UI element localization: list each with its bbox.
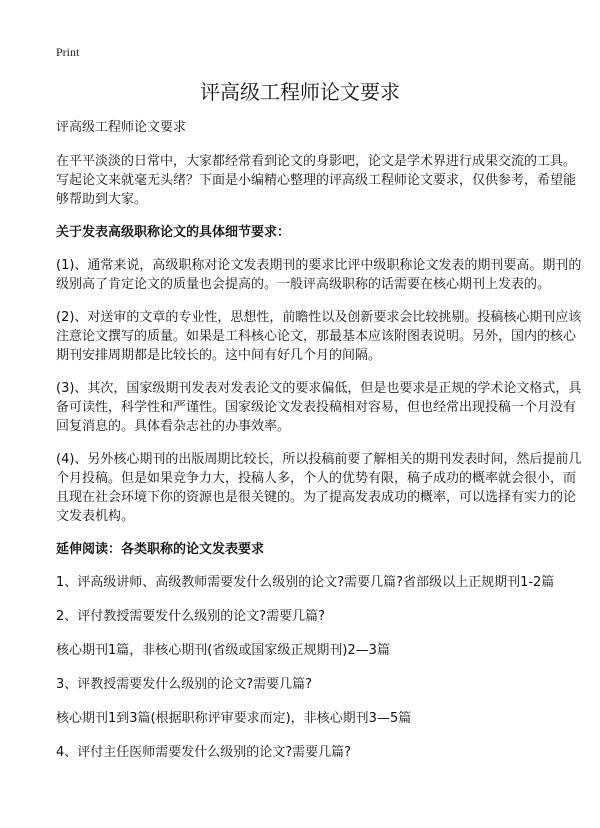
section-heading-details: 关于发表高级职称论文的具体细节要求：: [56, 225, 291, 240]
print-link[interactable]: Print: [56, 45, 80, 59]
article-subtitle: 评高级工程师论文要求: [56, 120, 187, 135]
list-item: 4、评付主任医师需要发什么级别的论文?需要几篇?: [56, 745, 352, 760]
detail-paragraph-1: (1)、通常来说，高级职称对论文发表期刊的要求比评中级职称论文发表的期刊要高。期刊的级别高了肯定论文的质量也会提高的。一般评高级职称的话需要在核心期刊上发表的。: [56, 258, 582, 292]
detail-paragraph-3: (3)、其次，国家级期刊发表对发表论文的要求偏低，但是也要求是正规的学术论文格式，具备可读性，科学性和严谨性。国家级论文发表投稿相对容易，但也经常出现投稿一个月没有回复消息的。具体看杂志社的办事效率。: [56, 381, 582, 434]
detail-paragraph-2: (2)、对送审的文章的专业性，思想性，前瞻性以及创新要求会比较挑剔。投稿核心期刊应该注意论文撰写的质量。如果是工科核心论文，那最基本应该附图表说明。另外，国内的核心期刊安排周期都是比较长的。这中间有好几个月的间隔。: [56, 310, 582, 363]
list-item: 核心期刊1到3篇(根据职称评审要求而定)，非核心期刊3—5篇: [56, 711, 412, 726]
list-item: 1、评高级讲师、高级教师需要发什么级别的论文?需要几篇?省部级以上正规期刊1-2篇: [56, 575, 555, 590]
list-item: 2、评付教授需要发什么级别的论文?需要几篇?: [56, 609, 326, 624]
intro-paragraph: 在平平淡淡的日常中，大家都经常看到论文的身影吧，论文是学术界进行成果交流的工具。写起论文来就毫无头绪？下面是小编精心整理的评高级工程师论文要求，仅供参考，希望能够帮助到大家。: [56, 154, 577, 207]
list-item: 核心期刊1篇，非核心期刊(省级或国家级正规期刊)2—3篇: [56, 643, 390, 658]
list-item: 3、评教授需要发什么级别的论文?需要几篇?: [56, 677, 313, 692]
section-heading-extended-reading: 延伸阅读：各类职称的论文发表要求: [56, 542, 265, 557]
page-title: 评高级工程师论文要求: [200, 80, 400, 104]
detail-paragraph-4: (4)、另外核心期刊的出版周期比较长，所以投稿前要了解相关的期刊发表时间，然后提前几个月投稿。但是如果竞争力大，投稿人多，个人的优势有限，稿子成功的概率就会很小，而且现在社会环境下你的资源也是很关键的。为了提高发表成功的概率，可以选择有实力的论文发表机构。: [56, 452, 582, 524]
article-body: [56, 118, 588, 777]
